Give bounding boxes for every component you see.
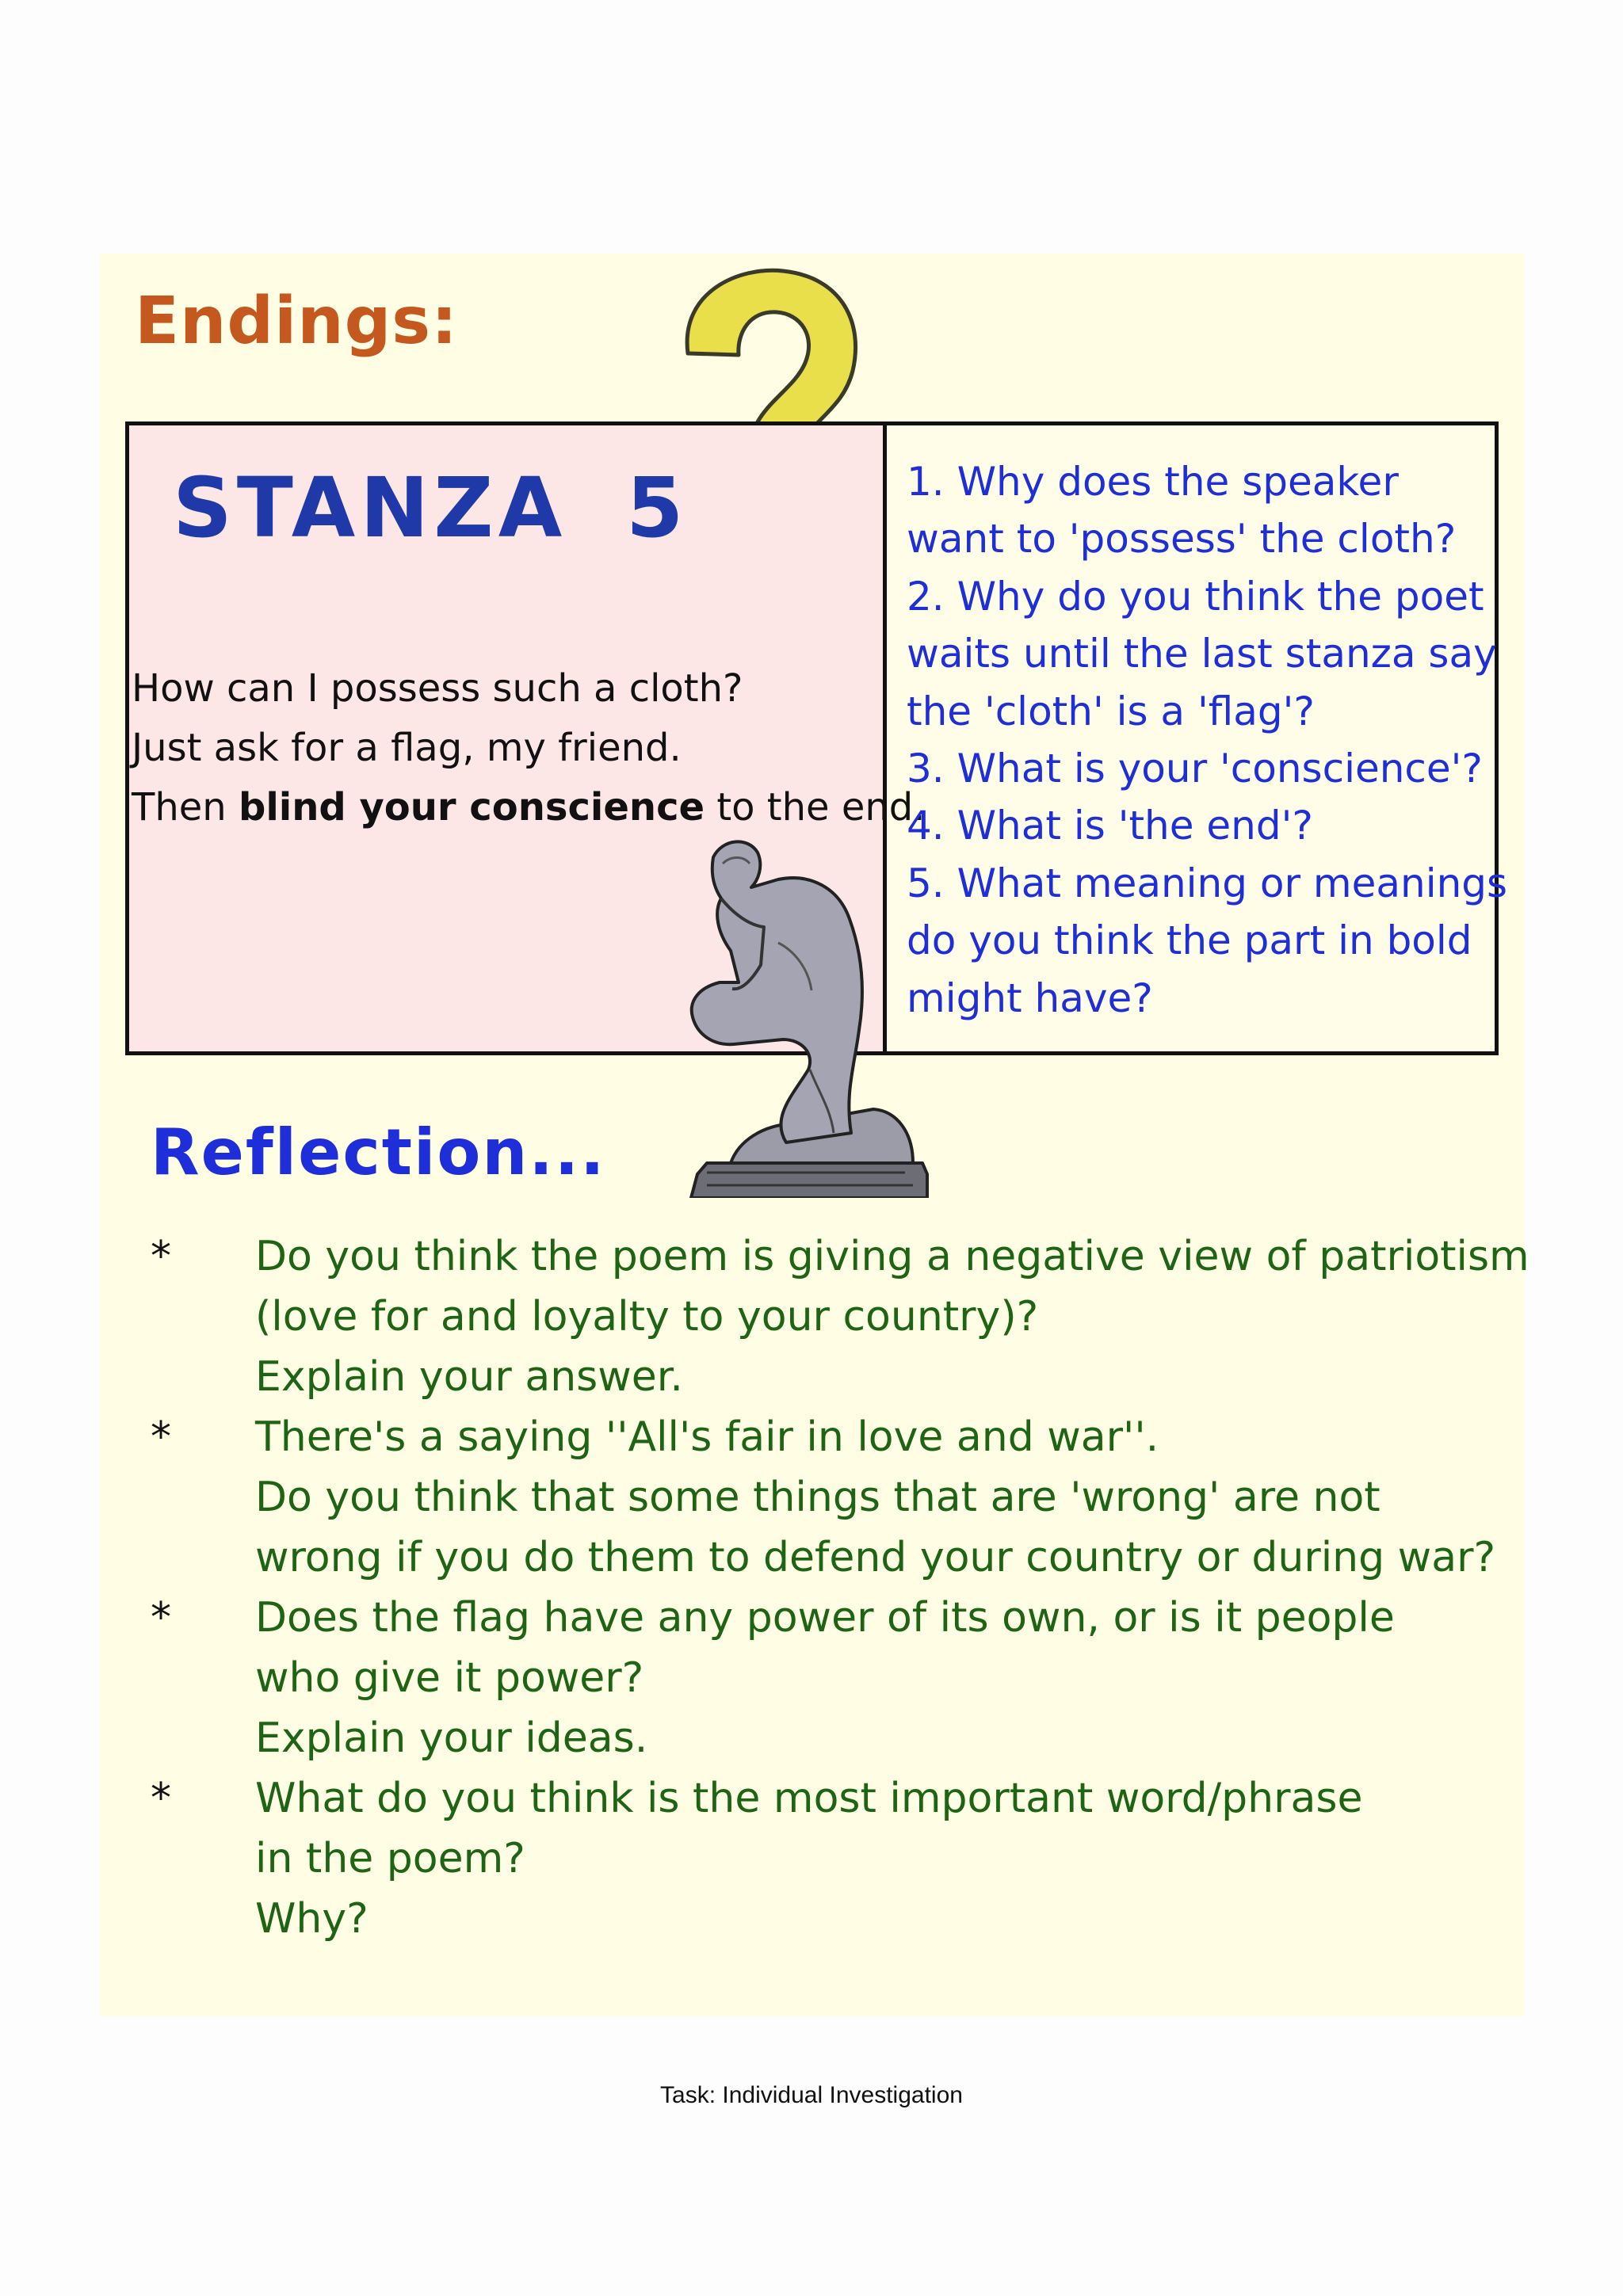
bullet-star: *: [151, 1413, 171, 1461]
poem-line-start: Then: [132, 785, 239, 830]
reflection-title: Reflection...: [151, 1116, 606, 1189]
reflection-line: who give it power?: [255, 1654, 644, 1702]
question-line: do you think the part in bold: [907, 917, 1472, 964]
reflection-line: Explain your ideas.: [255, 1714, 648, 1762]
poem-line: [132, 778, 926, 837]
bullet-star: *: [151, 1233, 171, 1280]
reflection-item: [151, 1588, 1498, 1768]
stanza-label: STANZA: [173, 460, 567, 556]
reflection-line: Do you think the poem is giving a negative view of patriotism: [255, 1233, 1529, 1280]
reflection-line: There's a saying ''All's fair in love and war''.: [255, 1413, 1159, 1461]
reflection-line: in the poem?: [255, 1835, 525, 1882]
question-line: 5. What meaning or meanings: [907, 860, 1508, 906]
stanza-number: 5: [626, 460, 684, 556]
bullet-star: *: [151, 1594, 171, 1642]
question-line: 2. Why do you think the poet: [907, 573, 1484, 620]
reflection-item: [151, 1226, 1529, 1407]
question-line: the 'cloth' is a 'flag'?: [907, 688, 1315, 734]
question-line: 1. Why does the speaker: [907, 459, 1399, 505]
reflection-line: What do you think is the most important word/phrase: [255, 1775, 1363, 1822]
poem-line: Just ask for a flag, my friend.: [132, 726, 682, 770]
question-line: waits until the last stanza say: [907, 631, 1497, 677]
question-line: 3. What is your 'conscience'?: [907, 746, 1483, 792]
bullet-star: *: [151, 1775, 171, 1822]
reflection-line: Why?: [255, 1895, 369, 1943]
reflection-line: Explain your answer.: [255, 1353, 683, 1401]
reflection-line: Does the flag have any power of its own, or is it people: [255, 1594, 1395, 1642]
question-line: might have?: [907, 974, 1153, 1021]
reflection-item: [151, 1407, 1498, 1588]
footer-text: Task: Individual Investigation: [660, 2082, 963, 2108]
poem-bold-phrase: blind your conscience: [238, 785, 705, 830]
question-list: [907, 453, 1508, 1027]
page-title: Endings:: [135, 284, 458, 359]
reflection-list: [151, 1226, 1529, 1949]
thinker-statue-image: [675, 832, 929, 1198]
question-line: 4. What is 'the end'?: [907, 803, 1313, 849]
reflection-line: wrong if you do them to defend your country or during war?: [255, 1534, 1496, 1581]
poem-line: How can I possess such a cloth?: [132, 666, 743, 711]
reflection-line: (love for and loyalty to your country)?: [255, 1293, 1039, 1341]
poem-line-end: to the end.: [705, 785, 926, 830]
reflection-item: [151, 1768, 1498, 1949]
reflection-line: Do you think that some things that are 'wrong' are not: [255, 1474, 1381, 1521]
poem-excerpt: [132, 659, 926, 837]
question-line: want to 'possess' the cloth?: [907, 516, 1457, 563]
